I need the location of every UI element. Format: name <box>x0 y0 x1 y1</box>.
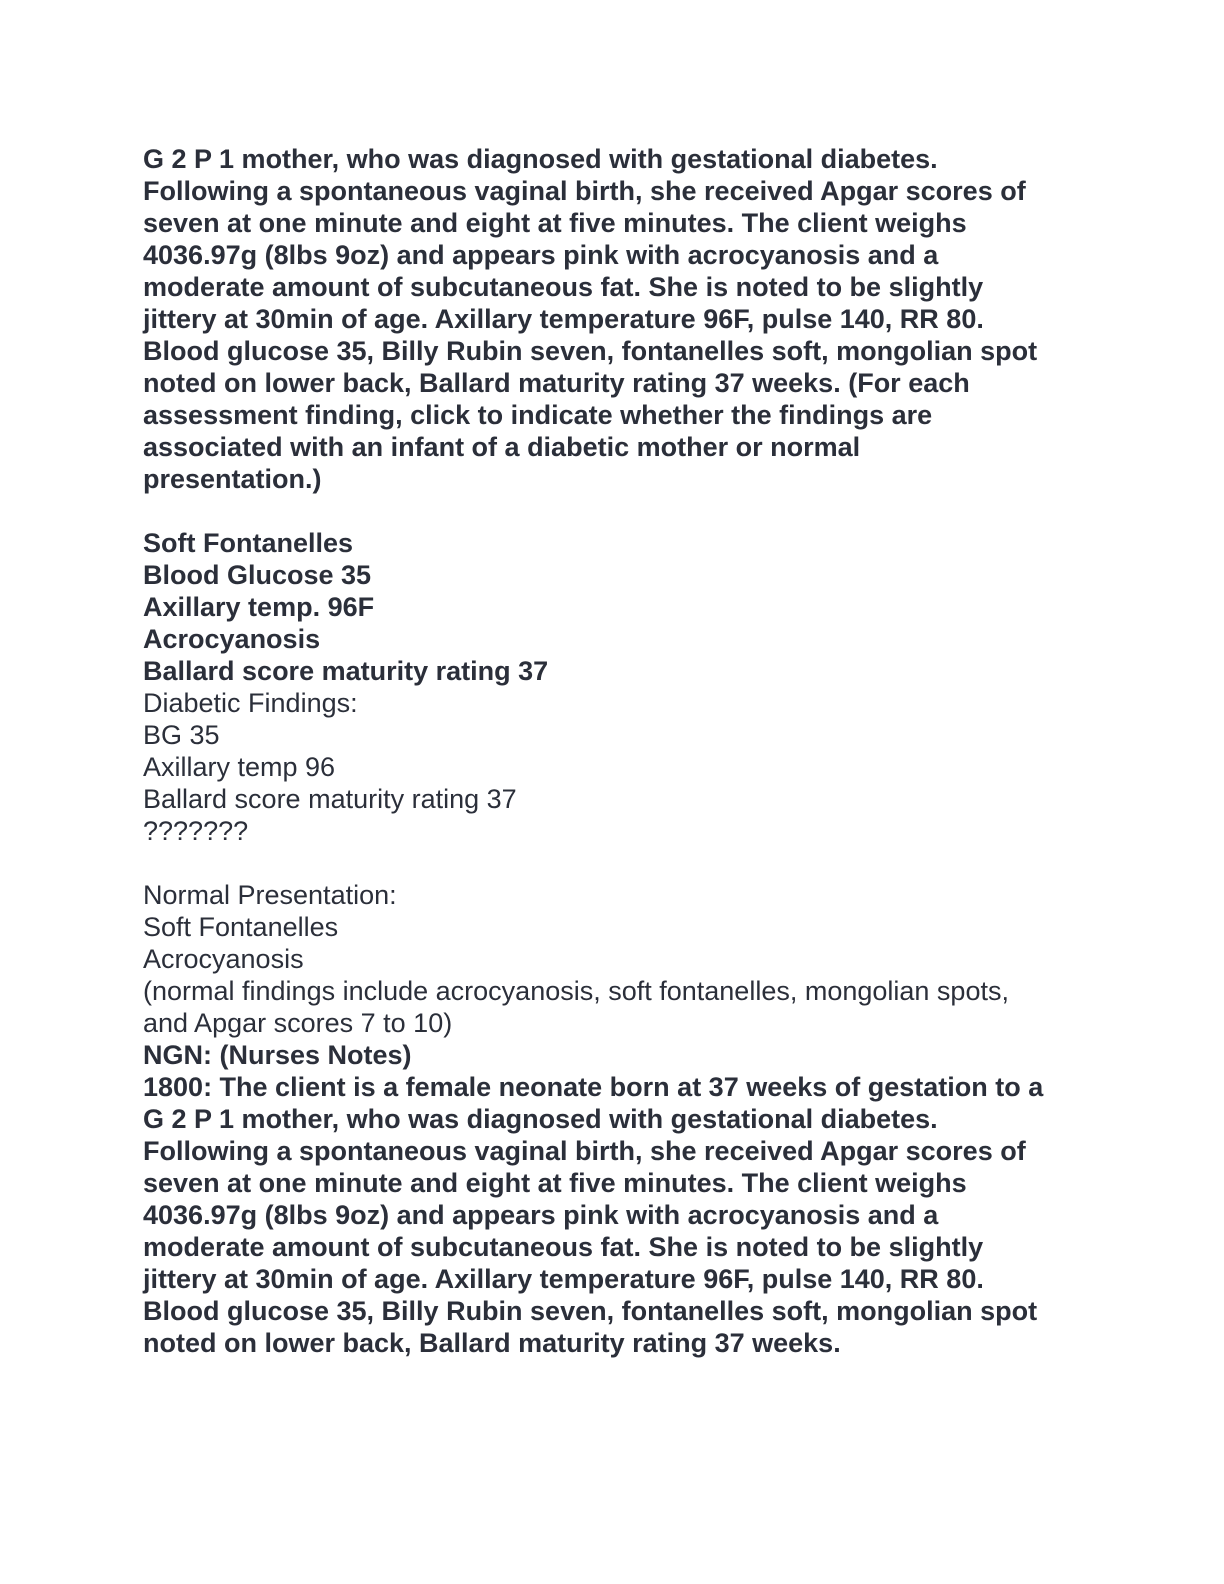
normal-findings-note: and Apgar scores 7 to 10) <box>143 1008 453 1038</box>
finding-item: Blood Glucose 35 <box>143 560 372 590</box>
finding-item: Ballard score maturity rating 37 <box>143 656 549 686</box>
intro-line: presentation.) <box>143 464 322 494</box>
finding-item: Soft Fontanelles <box>143 528 354 558</box>
normal-presentation-section <box>143 879 1093 1039</box>
intro-line: seven at one minute and eight at five minutes. The client weighs <box>143 208 967 238</box>
diabetic-finding-item: BG 35 <box>143 720 220 750</box>
nurses-notes-line: Following a spontaneous vaginal birth, she received Apgar scores of <box>143 1136 1026 1166</box>
spacer <box>143 847 1093 879</box>
normal-presentation-heading: Normal Presentation: <box>143 880 397 910</box>
finding-item: Axillary temp. 96F <box>143 592 375 622</box>
intro-line: jittery at 30min of age. Axillary temperature 96F, pulse 140, RR 80. <box>143 304 984 334</box>
nurses-notes-line: 4036.97g (8lbs 9oz) and appears pink with acrocyanosis and a <box>143 1200 939 1230</box>
normal-finding-item: Soft Fontanelles <box>143 912 339 942</box>
findings-list <box>143 527 1093 687</box>
diabetic-finding-item: ??????? <box>143 816 249 846</box>
nurses-notes-line: Blood glucose 35, Billy Rubin seven, fontanelles soft, mongolian spot <box>143 1296 1038 1326</box>
intro-line: Following a spontaneous vaginal birth, she received Apgar scores of <box>143 176 1026 206</box>
intro-line: associated with an infant of a diabetic mother or normal <box>143 432 861 462</box>
diabetic-finding-item: Ballard score maturity rating 37 <box>143 784 517 814</box>
nurses-notes-line: noted on lower back, Ballard maturity rating 37 weeks. <box>143 1328 841 1358</box>
intro-line: moderate amount of subcutaneous fat. She is noted to be slightly <box>143 272 984 302</box>
intro-line: 4036.97g (8lbs 9oz) and appears pink with acrocyanosis and a <box>143 240 939 270</box>
diabetic-finding-item: Axillary temp 96 <box>143 752 336 782</box>
nurses-notes-line: moderate amount of subcutaneous fat. She is noted to be slightly <box>143 1232 984 1262</box>
nurses-notes-section <box>143 1039 1093 1359</box>
nurses-notes-heading: NGN: (Nurses Notes) <box>143 1040 412 1070</box>
intro-line: noted on lower back, Ballard maturity rating 37 weeks. (For each <box>143 368 970 398</box>
nurses-notes-line: seven at one minute and eight at five minutes. The client weighs <box>143 1168 967 1198</box>
nurses-notes-line: jittery at 30min of age. Axillary temperature 96F, pulse 140, RR 80. <box>143 1264 984 1294</box>
intro-line: Blood glucose 35, Billy Rubin seven, fontanelles soft, mongolian spot <box>143 336 1038 366</box>
diabetic-findings-heading: Diabetic Findings: <box>143 688 358 718</box>
diabetic-findings-section <box>143 687 1093 847</box>
document-page <box>143 143 1093 1359</box>
normal-finding-item: Acrocyanosis <box>143 944 304 974</box>
nurses-notes-line: 1800: The client is a female neonate born at 37 weeks of gestation to a <box>143 1072 1044 1102</box>
intro-paragraph <box>143 143 1093 495</box>
normal-findings-note: (normal findings include acrocyanosis, soft fontanelles, mongolian spots, <box>143 976 1009 1006</box>
finding-item: Acrocyanosis <box>143 624 321 654</box>
intro-line: assessment finding, click to indicate whether the findings are <box>143 400 933 430</box>
nurses-notes-line: G 2 P 1 mother, who was diagnosed with gestational diabetes. <box>143 1104 938 1134</box>
spacer <box>143 495 1093 527</box>
intro-line: G 2 P 1 mother, who was diagnosed with gestational diabetes. <box>143 144 938 174</box>
